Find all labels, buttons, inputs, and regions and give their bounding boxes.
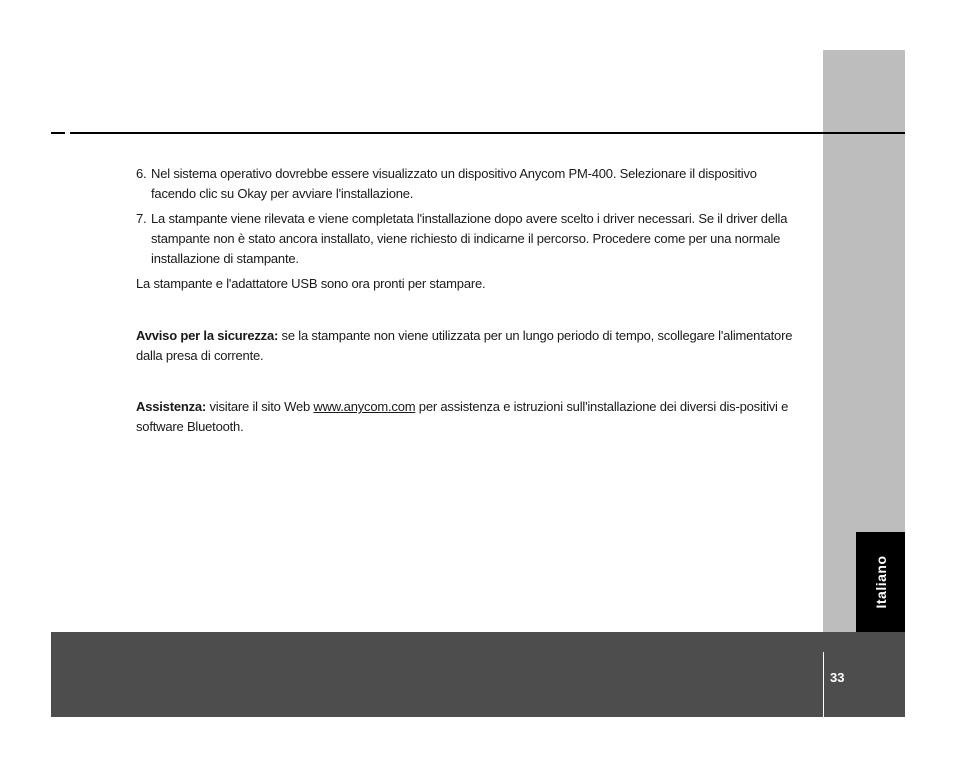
language-tab [856, 532, 905, 632]
step-number: 6. [136, 166, 147, 181]
support-notice [136, 397, 796, 437]
support-text-after: per assistenza e istruzioni sull'installazione dei diversi dis-positivi e software Bluetooth. [136, 399, 789, 434]
support-text-before: visitare il sito Web [209, 399, 310, 414]
page-number: 33 [830, 670, 845, 685]
header-rule [70, 132, 905, 134]
safety-notice-label: Avviso per la sicurezza: [136, 328, 279, 343]
language-tab-label: Italiano [872, 555, 889, 609]
step-text: La stampante viene rilevata e viene completata l'installazione dopo avere scelto i driver necessari. Se il driver della stampante non è stato ancora installato, viene richiesto di indicarne il percorso. Procedere come per una normale installazione di stampante. [151, 211, 788, 266]
support-website-link[interactable]: www.anycom.com [313, 399, 416, 414]
list-item [136, 209, 796, 269]
step-text: Nel sistema operativo dovrebbe essere visualizzato un dispositivo Anycom PM-400. Selezionare il dispositivo facendo clic su Okay per avviare l'installazione. [151, 166, 757, 201]
support-label: Assistenza: [136, 399, 207, 414]
safety-notice-text: se la stampante non viene utilizzata per un lungo periodo di tempo, scollegare l'alimentatore dalla presa di corrente. [136, 328, 793, 363]
status-text: La stampante e l'adattatore USB sono ora pronti per stampare. [136, 276, 486, 291]
header-rule-short [51, 132, 65, 134]
footer-band [51, 632, 905, 717]
steps-list [136, 164, 796, 269]
list-item [136, 164, 796, 204]
safety-notice [136, 326, 796, 366]
step-number: 7. [136, 211, 147, 226]
footer-divider [823, 652, 824, 717]
page-content [136, 164, 796, 437]
